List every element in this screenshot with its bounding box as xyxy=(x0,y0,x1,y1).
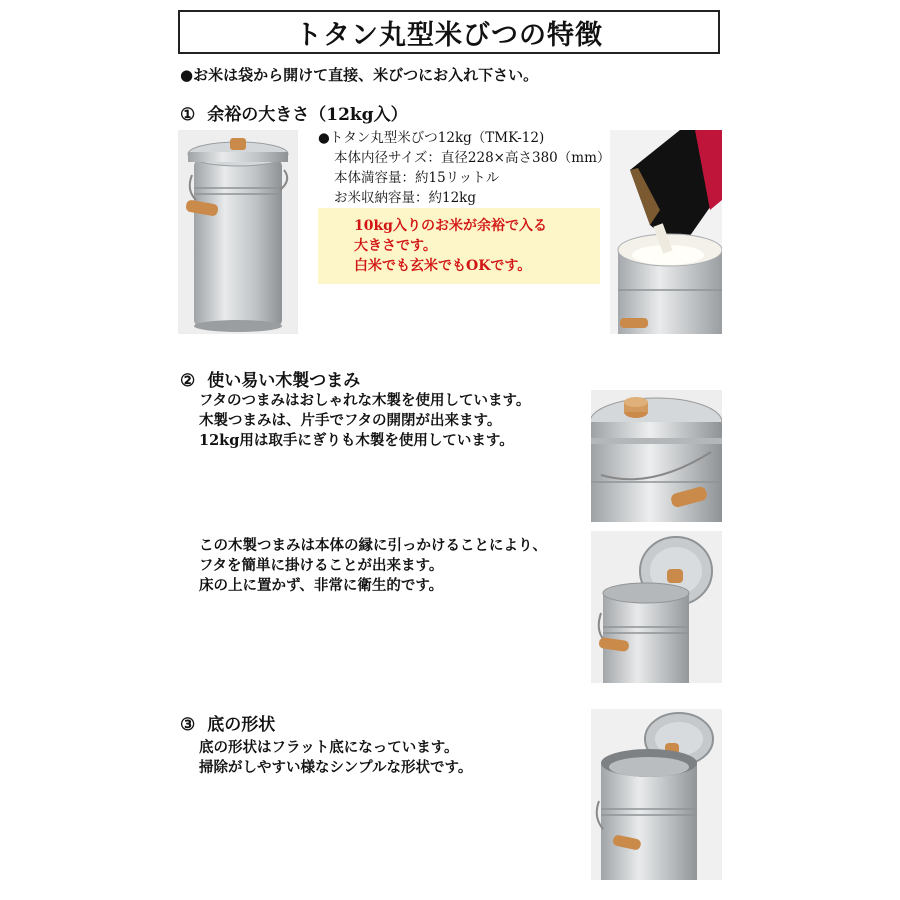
section-2-heading xyxy=(180,366,360,391)
closed-can-photo xyxy=(178,130,298,334)
bottom-line-1: 底の形状はフラット底になっています。 xyxy=(199,739,459,756)
highlight-line-3: 白米でも玄米でもOKです。 xyxy=(354,258,532,274)
knob-line-1: フタのつまみはおしゃれな木製を使用しています。 xyxy=(199,392,531,409)
page-title: トタン丸型米びつの特徴 xyxy=(178,10,720,54)
section-2-title: 使い易い木製つまみ xyxy=(207,371,361,391)
capacity-highlight xyxy=(318,208,600,284)
bottom-line-2: 掃除がしやすい様なシンプルな形状です。 xyxy=(199,759,473,776)
hook-line-3: 床の上に置かず、非常に衛生的です。 xyxy=(199,577,444,594)
section-3-heading xyxy=(180,710,275,735)
hook-line-1: この木製つまみは本体の縁に引っかけることにより、 xyxy=(199,537,547,554)
knob-description xyxy=(199,391,530,451)
intro-note: ●お米は袋から開けて直接、米びつにお入れ下さい。 xyxy=(180,66,539,84)
lid-hooked-photo xyxy=(591,531,722,683)
hook-description xyxy=(199,536,547,596)
section-1-title: 余裕の大きさ（12kg入） xyxy=(207,105,408,125)
bottom-description xyxy=(199,738,472,778)
section-1-heading xyxy=(180,100,408,125)
section-3-title: 底の形状 xyxy=(207,715,276,735)
section-3-number: ③ xyxy=(180,715,196,735)
knob-line-3: 12kg用は取手にぎりも木製を使用しています。 xyxy=(199,432,514,449)
spec-line-size: 本体内径サイズ：直径228×高さ380（mm） xyxy=(334,150,611,166)
hook-line-2: フタを簡単に掛けることが出来ます。 xyxy=(199,557,444,574)
lid-knob-photo xyxy=(591,390,722,522)
spec-list xyxy=(318,128,610,208)
flat-bottom-photo xyxy=(591,709,722,880)
section-1-number: ① xyxy=(180,105,196,125)
highlight-line-2: 大きさです。 xyxy=(354,238,437,254)
highlight-line-1: 10kg入りのお米が余裕で入る xyxy=(354,218,547,234)
section-2-number: ② xyxy=(180,371,196,391)
spec-line-capacity: 本体満容量：約15リットル xyxy=(334,170,500,186)
spec-line-rice-capacity: お米収納容量：約12kg xyxy=(334,190,477,206)
pouring-rice-photo xyxy=(610,130,722,334)
knob-line-2: 木製つまみは、片手でフタの開閉が出来ます。 xyxy=(199,412,502,429)
spec-line-model: ●トタン丸型米びつ12kg（TMK-12) xyxy=(318,130,545,146)
